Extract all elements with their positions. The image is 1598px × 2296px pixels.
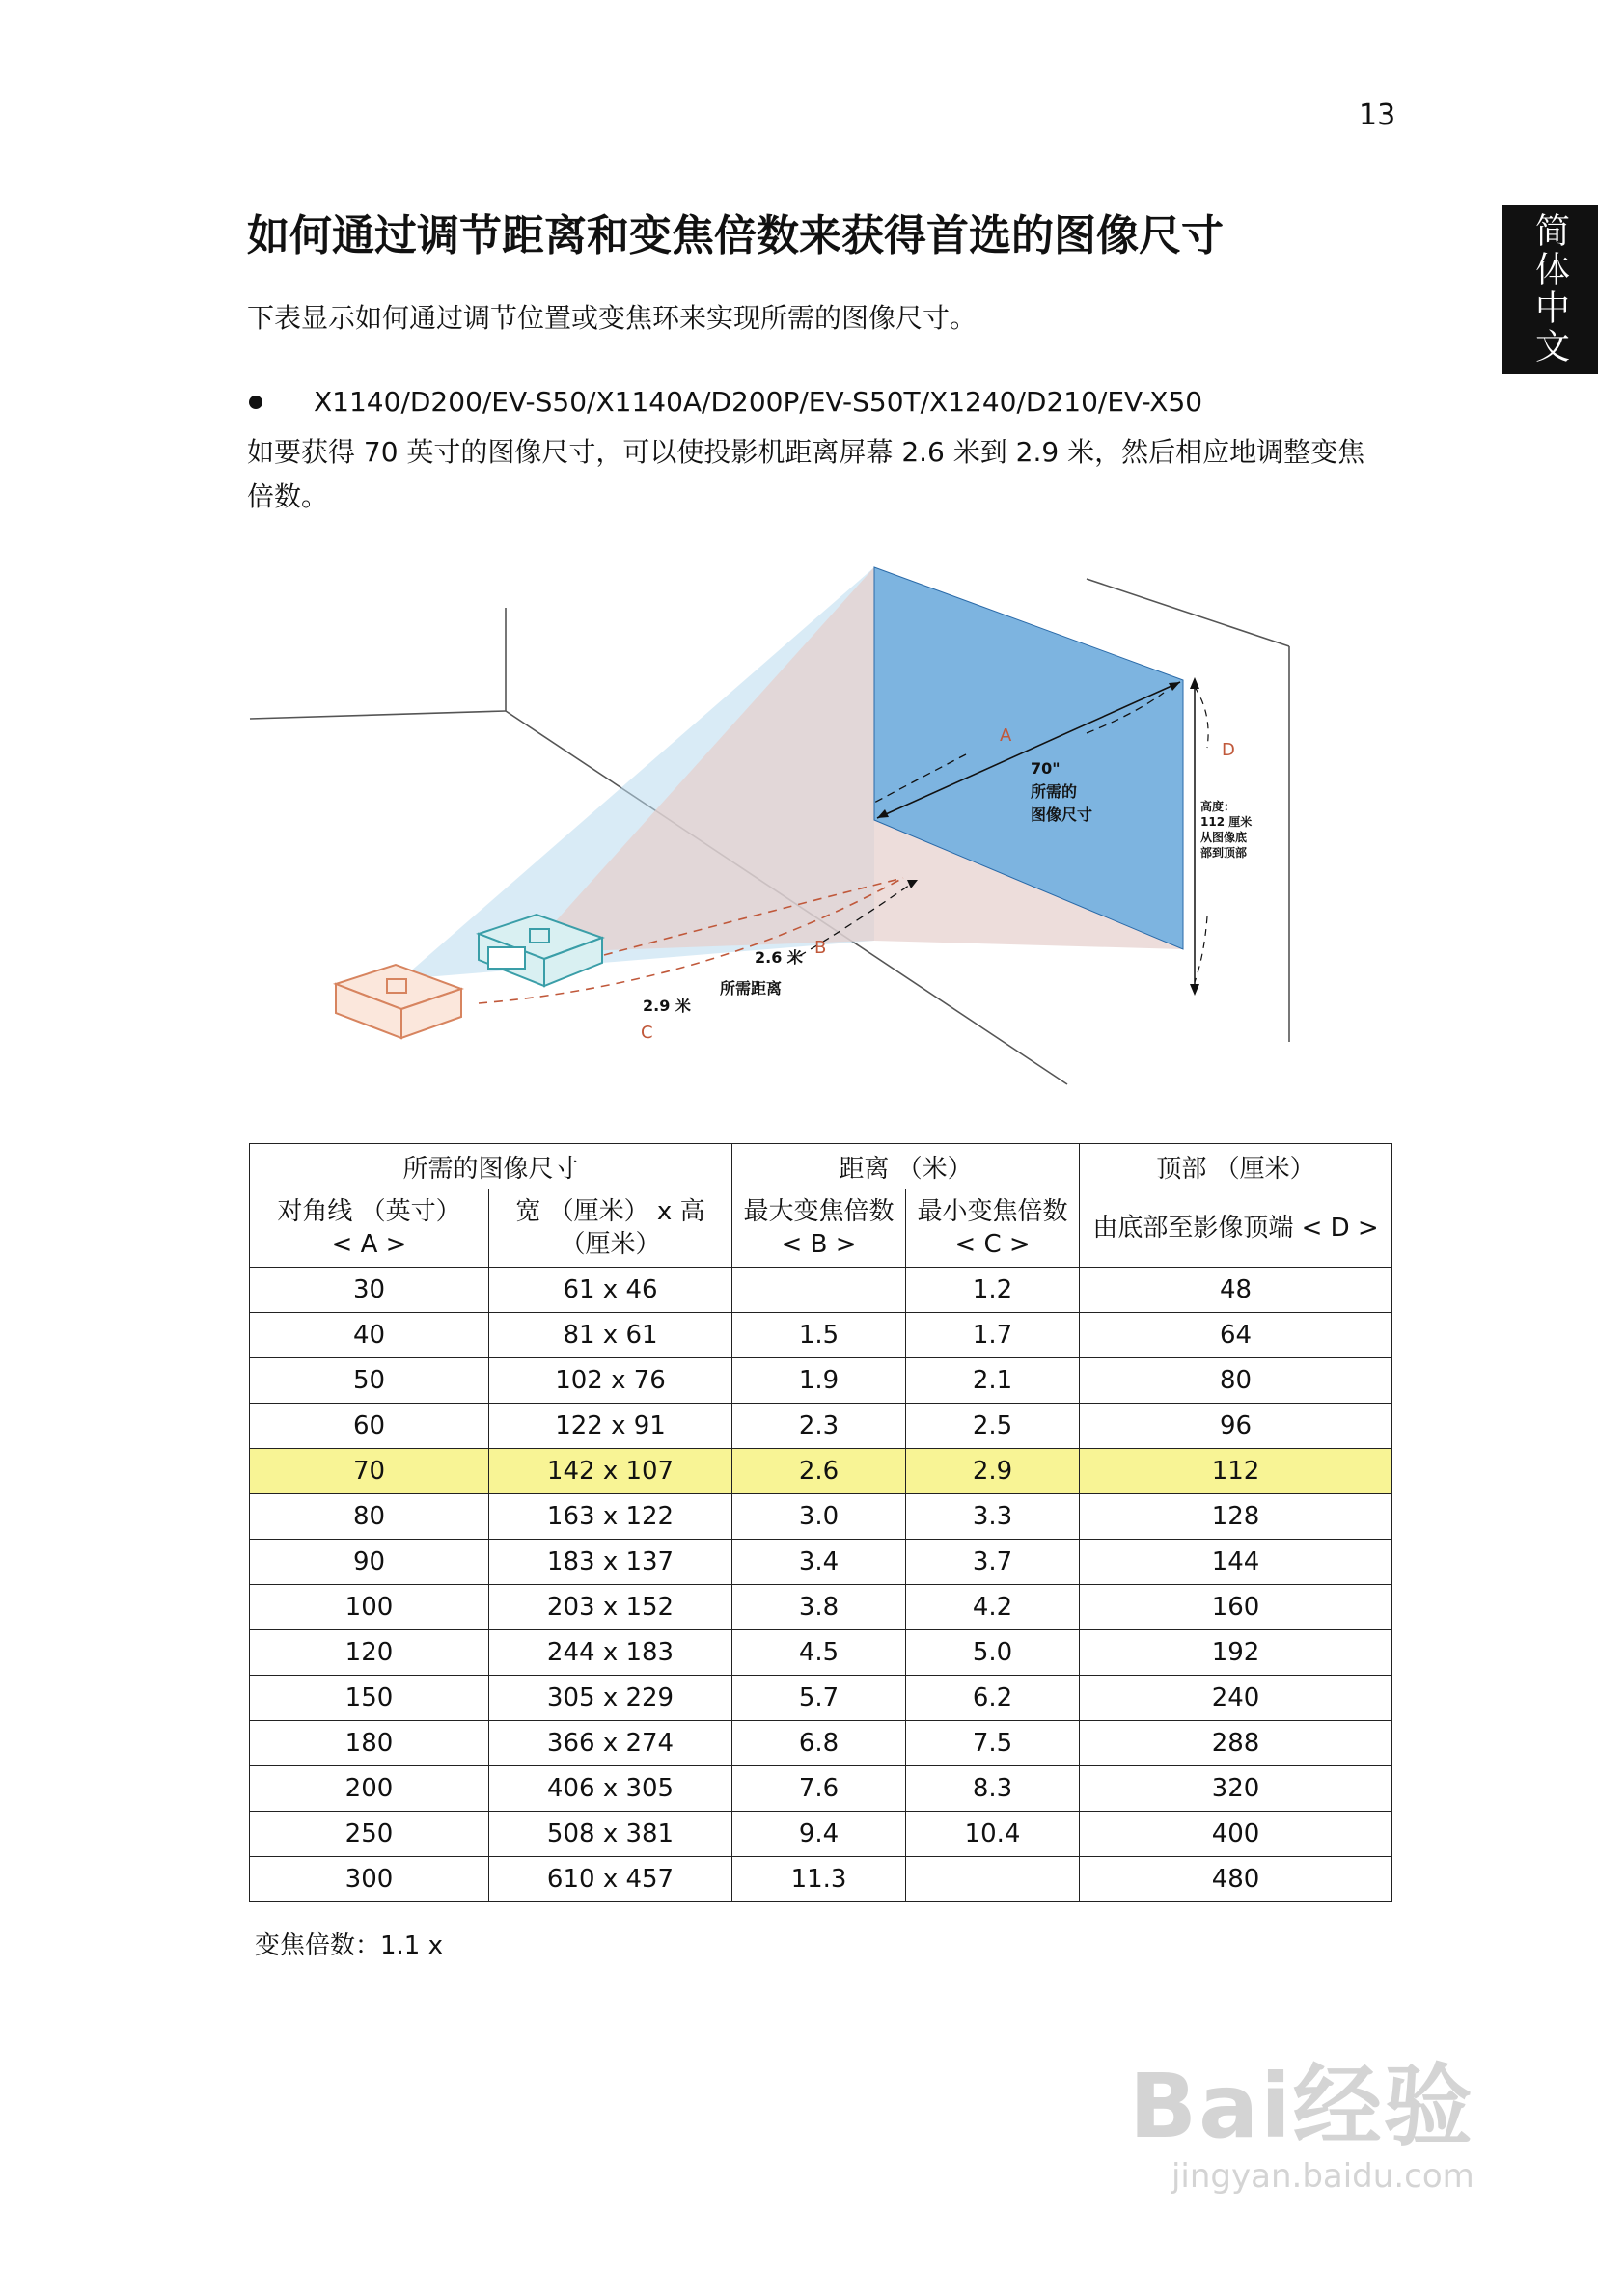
column-header bbox=[732, 1189, 906, 1268]
table-cell: 3.7 bbox=[906, 1540, 1080, 1585]
table-cell: 2.9 bbox=[906, 1449, 1080, 1494]
table-cell: 48 bbox=[1080, 1268, 1392, 1313]
table-cell: 180 bbox=[250, 1721, 489, 1766]
table-cell: 406 x 305 bbox=[489, 1766, 732, 1812]
intro-text: 下表显示如何通过调节位置或变焦环来实现所需的图像尺寸。 bbox=[247, 302, 978, 334]
table-cell: 1.5 bbox=[732, 1313, 906, 1358]
table-cell: 9.4 bbox=[732, 1812, 906, 1857]
column-header-line: （厘米） bbox=[560, 1230, 661, 1259]
zoom-note: 变焦倍数：1.1 x bbox=[255, 1931, 444, 1960]
distance-caption: 所需距离 bbox=[720, 979, 783, 998]
distance-far-label: 2.9 米 bbox=[643, 997, 691, 1015]
column-header bbox=[250, 1189, 489, 1268]
column-header bbox=[906, 1189, 1080, 1268]
table-cell: 240 bbox=[1080, 1676, 1392, 1721]
table-cell: 305 x 229 bbox=[489, 1676, 732, 1721]
table-cell: 1.2 bbox=[906, 1268, 1080, 1313]
page-number: 13 bbox=[1359, 98, 1396, 132]
table-row bbox=[250, 1766, 1392, 1812]
column-header-line: 对角线 （英寸） bbox=[277, 1197, 461, 1226]
table-row bbox=[250, 1812, 1392, 1857]
group-header-distance: 距离 （米） bbox=[732, 1144, 1080, 1189]
table-row bbox=[250, 1449, 1392, 1494]
table-cell: 142 x 107 bbox=[489, 1449, 732, 1494]
table-cell: 122 x 91 bbox=[489, 1404, 732, 1449]
table-cell: 2.5 bbox=[906, 1404, 1080, 1449]
table-cell: 8.3 bbox=[906, 1766, 1080, 1812]
column-header-line: 最大变焦倍数 bbox=[743, 1197, 895, 1226]
table-cell: 1.9 bbox=[732, 1358, 906, 1404]
column-header-line: 最小变焦倍数 bbox=[917, 1197, 1068, 1226]
table-row bbox=[250, 1721, 1392, 1766]
column-header bbox=[1080, 1189, 1392, 1268]
table-cell: 11.3 bbox=[732, 1857, 906, 1902]
table-cell: 30 bbox=[250, 1268, 489, 1313]
table-row bbox=[250, 1630, 1392, 1676]
watermark-brand: Bai经验 bbox=[1129, 2055, 1474, 2158]
table-cell: 81 x 61 bbox=[489, 1313, 732, 1358]
table-cell: 508 x 381 bbox=[489, 1812, 732, 1857]
table-cell: 64 bbox=[1080, 1313, 1392, 1358]
table-row bbox=[250, 1313, 1392, 1358]
table-cell: 100 bbox=[250, 1585, 489, 1630]
table-cell: 480 bbox=[1080, 1857, 1392, 1902]
language-tab bbox=[1502, 205, 1598, 374]
table-cell: 120 bbox=[250, 1630, 489, 1676]
bullet-icon bbox=[249, 396, 262, 409]
table-cell: 6.2 bbox=[906, 1676, 1080, 1721]
table-cell: 7.6 bbox=[732, 1766, 906, 1812]
table-cell: 144 bbox=[1080, 1540, 1392, 1585]
table-cell: 6.8 bbox=[732, 1721, 906, 1766]
table-cell: 10.4 bbox=[906, 1812, 1080, 1857]
table-body bbox=[250, 1268, 1392, 1902]
table-cell: 40 bbox=[250, 1313, 489, 1358]
table-cell: 3.8 bbox=[732, 1585, 906, 1630]
projection-diagram bbox=[247, 550, 1337, 1090]
table-cell: 244 x 183 bbox=[489, 1630, 732, 1676]
table-cell: 300 bbox=[250, 1857, 489, 1902]
table-row bbox=[250, 1585, 1392, 1630]
table-cell: 2.6 bbox=[732, 1449, 906, 1494]
height-line2: 112 厘米 bbox=[1200, 815, 1253, 829]
distance-near-label: 2.6 米 bbox=[755, 948, 803, 967]
height-line4: 部到顶部 bbox=[1200, 846, 1248, 860]
table-cell: 250 bbox=[250, 1812, 489, 1857]
size-value: 70" bbox=[1031, 759, 1061, 778]
table-cell: 102 x 76 bbox=[489, 1358, 732, 1404]
column-header bbox=[489, 1189, 732, 1268]
table-cell: 70 bbox=[250, 1449, 489, 1494]
model-list: X1140/D200/EV-S50/X1140A/D200P/EV-S50T/X1240/D210/EV-X50 bbox=[314, 386, 1203, 418]
size-line2: 图像尺寸 bbox=[1031, 806, 1093, 824]
size-line1: 所需的 bbox=[1031, 782, 1078, 801]
table-row bbox=[250, 1494, 1392, 1540]
table-cell: 60 bbox=[250, 1404, 489, 1449]
table-cell: 163 x 122 bbox=[489, 1494, 732, 1540]
column-header-line: < C > bbox=[954, 1230, 1031, 1259]
table-cell bbox=[732, 1268, 906, 1313]
table-cell: 2.1 bbox=[906, 1358, 1080, 1404]
table-row bbox=[250, 1676, 1392, 1721]
label-b: B bbox=[814, 938, 827, 958]
table-cell: 3.4 bbox=[732, 1540, 906, 1585]
column-header-line: < A > bbox=[331, 1230, 407, 1259]
table-cell: 7.5 bbox=[906, 1721, 1080, 1766]
table-cell: 80 bbox=[1080, 1358, 1392, 1404]
group-header-image-size: 所需的图像尺寸 bbox=[250, 1144, 732, 1189]
table-row bbox=[250, 1268, 1392, 1313]
table-cell: 3.0 bbox=[732, 1494, 906, 1540]
column-header-line: < B > bbox=[781, 1230, 857, 1259]
watermark-url: jingyan.baidu.com bbox=[1171, 2157, 1474, 2196]
table-cell: 2.3 bbox=[732, 1404, 906, 1449]
description-text: 如要获得 70 英寸的图像尺寸，可以使投影机距离屏幕 2.6 米到 2.9 米，然后相应地调整变焦倍数。 bbox=[247, 436, 1365, 512]
height-line3: 从图像底 bbox=[1200, 831, 1248, 844]
table-cell: 610 x 457 bbox=[489, 1857, 732, 1902]
column-header-line: 由底部至影像顶端 < D > bbox=[1092, 1214, 1379, 1243]
table-cell: 288 bbox=[1080, 1721, 1392, 1766]
table-cell: 366 x 274 bbox=[489, 1721, 732, 1766]
column-header-row bbox=[250, 1189, 1392, 1268]
table-cell: 320 bbox=[1080, 1766, 1392, 1812]
table-cell: 200 bbox=[250, 1766, 489, 1812]
table-cell: 4.5 bbox=[732, 1630, 906, 1676]
table-row bbox=[250, 1404, 1392, 1449]
group-header-top: 顶部 （厘米） bbox=[1080, 1144, 1392, 1189]
table-cell: 4.2 bbox=[906, 1585, 1080, 1630]
table-cell: 5.7 bbox=[732, 1676, 906, 1721]
label-d: D bbox=[1222, 740, 1235, 760]
table-row bbox=[250, 1540, 1392, 1585]
table-cell bbox=[906, 1857, 1080, 1902]
table-cell: 150 bbox=[250, 1676, 489, 1721]
table-cell: 3.3 bbox=[906, 1494, 1080, 1540]
label-c: C bbox=[641, 1023, 653, 1043]
table-cell: 96 bbox=[1080, 1404, 1392, 1449]
table-cell: 160 bbox=[1080, 1585, 1392, 1630]
table-cell: 80 bbox=[250, 1494, 489, 1540]
table-cell: 61 x 46 bbox=[489, 1268, 732, 1313]
table-cell: 112 bbox=[1080, 1449, 1392, 1494]
language-tab-label: 简体中文 bbox=[1529, 212, 1570, 367]
table-row bbox=[250, 1857, 1392, 1902]
table-cell: 90 bbox=[250, 1540, 489, 1585]
image-size-table bbox=[249, 1143, 1392, 1902]
watermark-logo bbox=[1129, 2036, 1474, 2196]
label-a: A bbox=[1000, 725, 1012, 746]
table-cell: 400 bbox=[1080, 1812, 1392, 1857]
column-header-line: 宽 （厘米） x 高 bbox=[515, 1197, 705, 1226]
table-cell: 183 x 137 bbox=[489, 1540, 732, 1585]
table-cell: 203 x 152 bbox=[489, 1585, 732, 1630]
table-cell: 128 bbox=[1080, 1494, 1392, 1540]
table-cell: 192 bbox=[1080, 1630, 1392, 1676]
table-cell: 50 bbox=[250, 1358, 489, 1404]
table-cell: 1.7 bbox=[906, 1313, 1080, 1358]
table-row bbox=[250, 1358, 1392, 1404]
table-cell: 5.0 bbox=[906, 1630, 1080, 1676]
height-line1: 高度： bbox=[1200, 800, 1236, 813]
section-title: 如何通过调节距离和变焦倍数来获得首选的图像尺寸 bbox=[247, 211, 1224, 260]
